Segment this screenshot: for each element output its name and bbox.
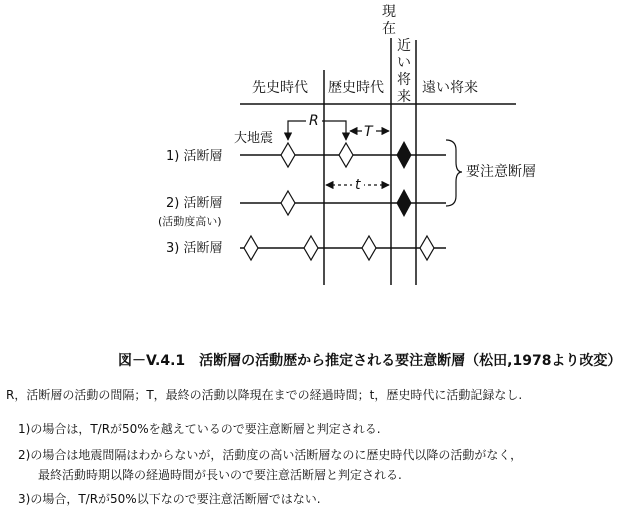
- near-future-char-2: い: [397, 55, 411, 71]
- fault-2-label: 2) 活断層: [166, 196, 223, 211]
- caption-note-3: 3)の場合，T/Rが50%以下なので要注意活断層ではない.: [18, 492, 321, 506]
- fault-2-event-1: [281, 191, 295, 215]
- now-label-char-1: 現: [382, 4, 396, 20]
- fault-3-event-1: [244, 236, 258, 260]
- interval-t-label: t: [355, 177, 361, 193]
- now-label-char-2: 在: [382, 21, 396, 37]
- period-far-future: 遠い将来: [422, 80, 478, 96]
- watch-fault-bracket: [446, 140, 462, 206]
- caption-note-2b: 最終活動時期以降の経過時間が長いので要注意活断層と判定される.: [38, 468, 402, 482]
- fault-3-label: 3) 活断層: [166, 241, 223, 256]
- caption-note-1: 1)の場合は，T/Rが50%を越えているので要注意断層と判定される.: [18, 422, 381, 436]
- fault-3-event-3: [362, 236, 376, 260]
- caption-title: 図－V.4.1 活断層の活動歴から推定される要注意断層（松田,1978より改変）: [118, 353, 622, 369]
- near-future-char-3: 将: [397, 72, 411, 88]
- interval-T-label: T: [364, 124, 373, 140]
- watch-fault-label: 要注意断層: [466, 164, 536, 180]
- fault-1-event-2: [339, 143, 353, 167]
- fault-1-label: 1) 活断層: [166, 149, 223, 164]
- caption-definitions: R，活断層の活動の間隔；T，最終の活動以降現在までの経過時間；t，歴史時代に活動記録なし.: [6, 388, 523, 402]
- period-historic: 歴史時代: [328, 80, 384, 96]
- caption-note-2a: 2)の場合は地震間隔はわからないが，活動度の高い活断層なのに歴史時代以降の活動がなく，: [18, 448, 523, 462]
- near-future-char-4: 来: [397, 89, 411, 105]
- fault-1-expected-event: [397, 142, 411, 168]
- fault-1-event-1: [281, 143, 295, 167]
- near-future-char-1: 近: [397, 38, 411, 54]
- period-prehistoric: 先史時代: [252, 80, 308, 96]
- interval-R-label: R: [309, 113, 319, 129]
- fault-2-expected-event: [397, 190, 411, 216]
- great-earthquake-label: 大地震: [234, 131, 274, 146]
- fault-3-event-2: [304, 236, 318, 260]
- fault-3-event-4: [420, 236, 434, 260]
- fault-2-sublabel: (活動度高い): [158, 215, 222, 228]
